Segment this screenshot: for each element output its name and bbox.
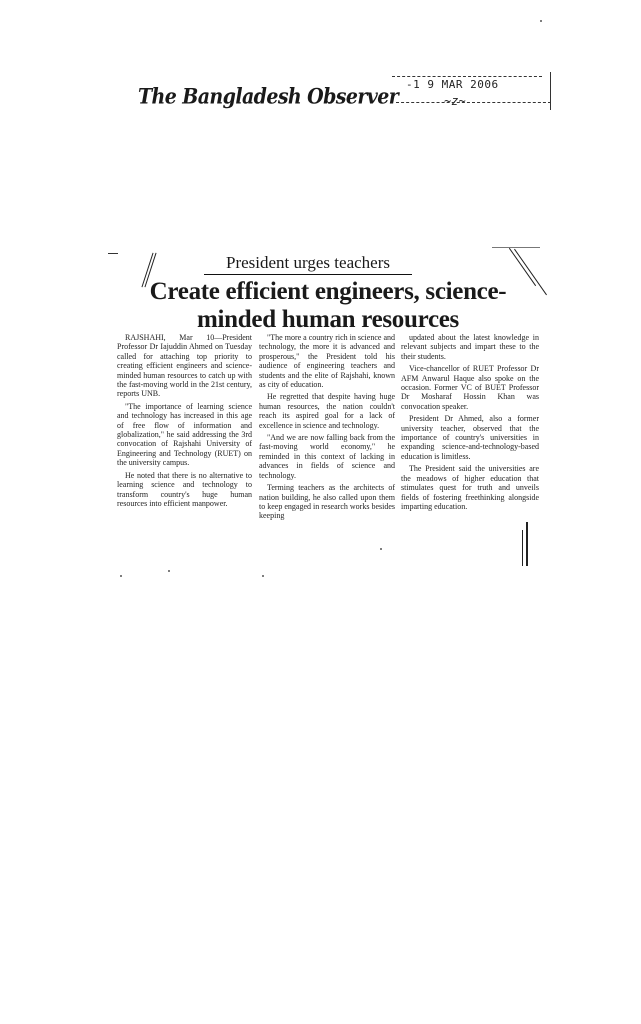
column-3-paragraph: Vice-chancellor of RUET Professor Dr AFM Anwarul Haque also spoke on the occasion. Former VC of BUET Professor Dr Mosharaf Hossin Khan was convocation speaker. — [401, 364, 539, 411]
clipping-stroke-bottom-right — [526, 522, 528, 566]
column-2-paragraph: "The more a country rich in science and technology, the more it is advanced and prosperous," the President told his audience of engineering teachers and students and the elite of Rajshahi, known as city of education. — [259, 333, 395, 390]
stamp-rule-bottom — [396, 102, 551, 103]
scan-speck — [168, 570, 170, 572]
article-column-1 — [117, 333, 252, 511]
column-2-paragraph: He regretted that despite having huge human resources, the nation couldn't reach its aspired goal for a lack of excellence in science and technology. — [259, 392, 395, 430]
scan-speck — [262, 575, 264, 577]
article-kicker: President urges teachers — [204, 253, 412, 275]
scan-speck — [380, 548, 382, 550]
article-headline: Create efficient engineers, science-minded human resources — [149, 278, 507, 333]
column-3-paragraph: updated about the latest knowledge in relevant subjects and impart these to the their students. — [401, 333, 539, 361]
column-1-paragraph: He noted that there is no alternative to learning science and technology to transform country's huge human resources into efficient manpower. — [117, 470, 252, 508]
stamp-edge — [550, 72, 551, 110]
scan-speck — [120, 575, 122, 577]
column-1-paragraph: RAJSHAHI, Mar 10—President Professor Dr Iajuddin Ahmed on Tuesday called for attaching top priority to creating efficient engineers and science-minded human resources to catch up with the fast-moving world in the 21st century, reports UNB. — [117, 333, 252, 399]
article-column-2 — [259, 333, 395, 524]
stamp-initials: ~z~ — [444, 94, 466, 108]
stamp-rule-top — [392, 76, 542, 77]
clipping-border-top-right — [492, 247, 540, 248]
column-1-paragraph: "The importance of learning science and technology has increased in this age of free flow of information and globalization," he said addressing the 3rd convocation of Rajshahi University of Engineering and Technology (RUET) on the university campus. — [117, 401, 252, 468]
column-3-paragraph: The President said the universities are the meadows of higher education that stimulates quest for truth and unveils fields of fostering freethinking alongside imparting education. — [401, 464, 539, 511]
clipping-border-top — [108, 253, 118, 254]
article-column-3 — [401, 333, 539, 514]
column-2-paragraph: "And we are now falling back from the fast-moving world economy," he reminded in this context of lacking in advances in fields of science and technology. — [259, 433, 395, 480]
date-stamp — [392, 72, 554, 112]
clipping-stroke-bottom-right-2 — [522, 530, 523, 566]
scan-speck — [540, 20, 542, 22]
column-2-paragraph: Terming teachers as the architects of nation building, he also called upon them to keep engaged in research works besides keeping — [259, 483, 395, 521]
stamp-date: -1 9 MAR 2006 — [406, 78, 499, 91]
column-3-paragraph: President Dr Ahmed, also a former university teacher, observed that the importance of country's universities in expanding science-and-technology-based education is limitless. — [401, 414, 539, 461]
newspaper-masthead: The Bangladesh Observer — [138, 84, 399, 110]
